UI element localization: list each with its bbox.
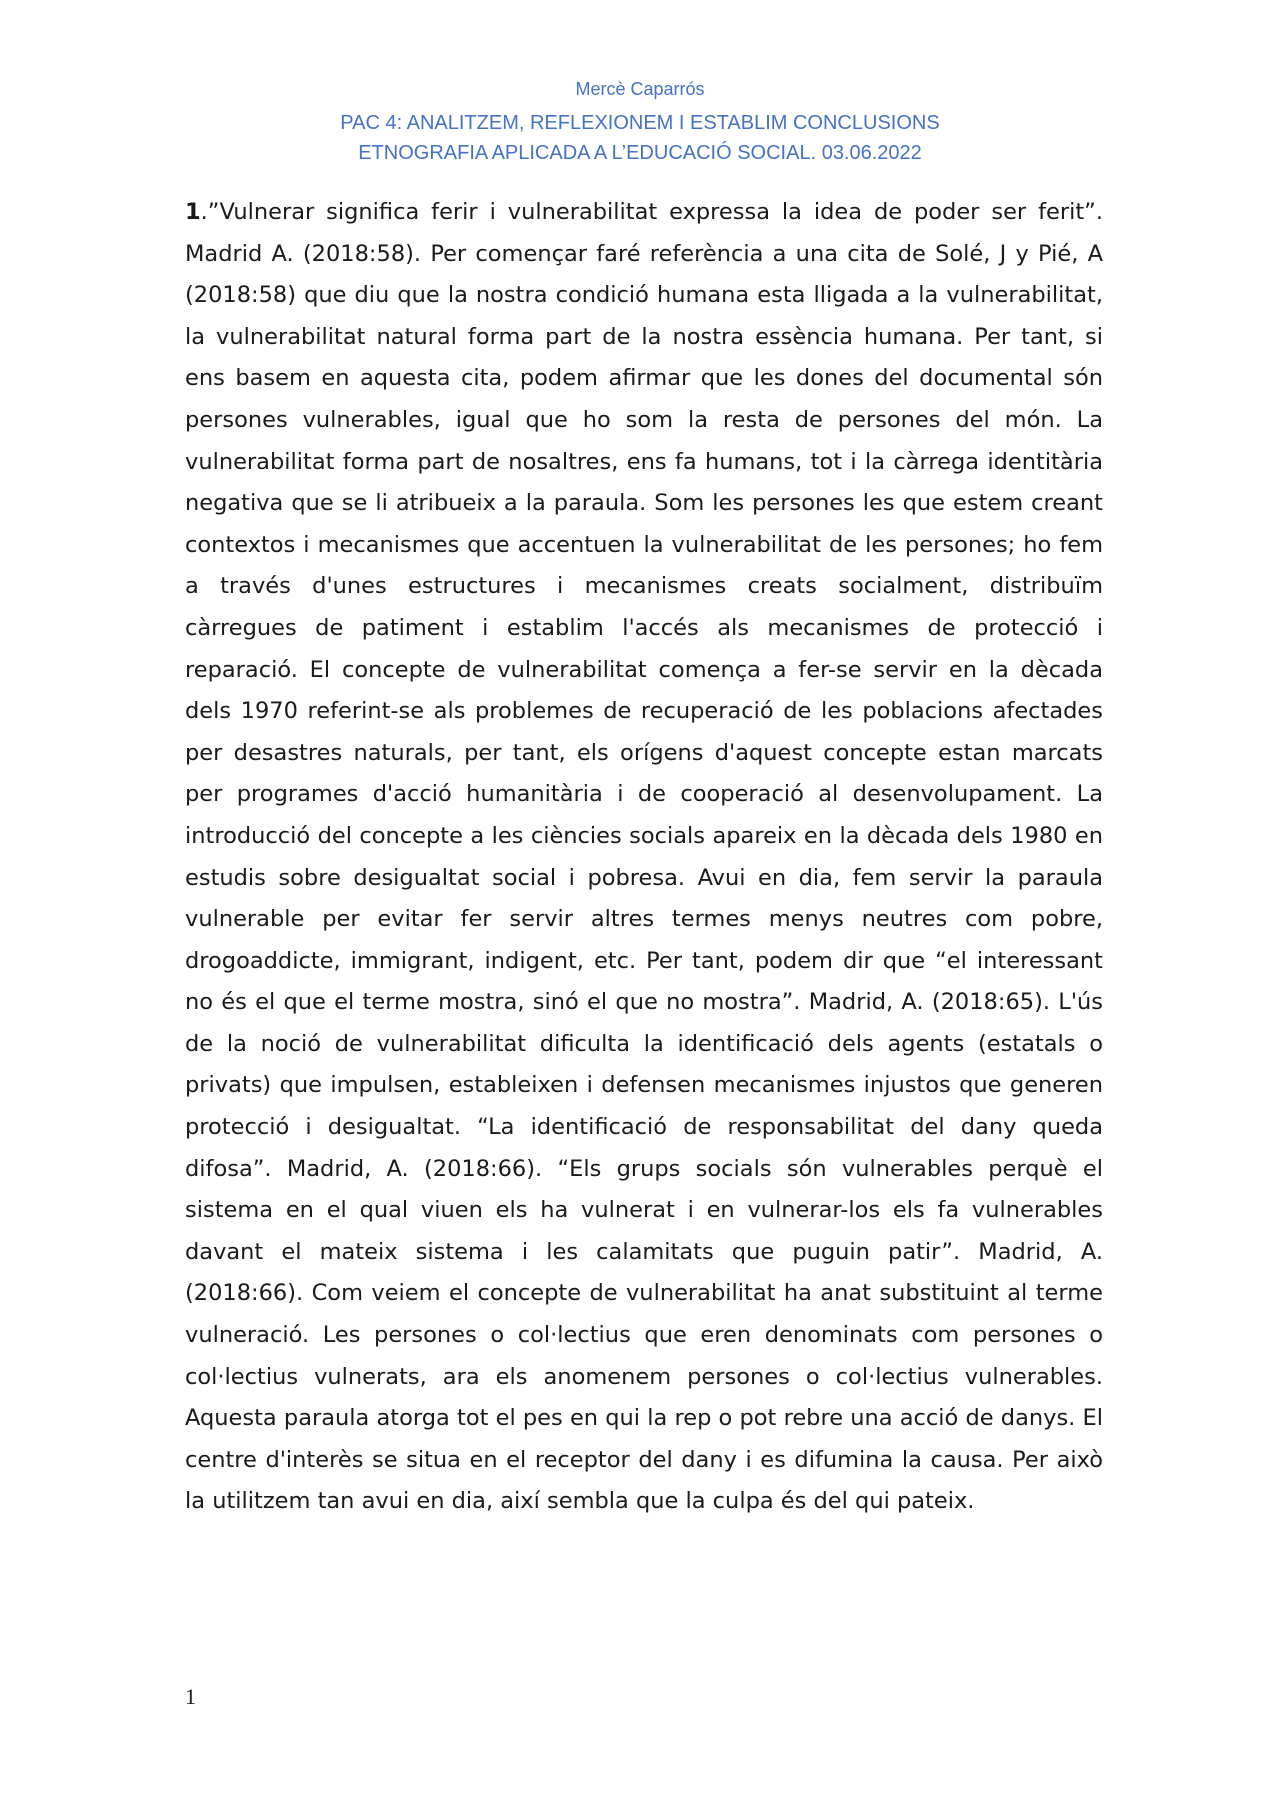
paragraph-text: .”Vulnerar significa ferir i vulnerabilitat expressa la idea de poder ser ferit”. Madrid A. (2018:58). Per començar faré referència a una cita de Solé, J y Pié, A (2018:58) que diu que la nostra condició humana esta lligada a la vulnerabilitat, la vulnerabilitat natural forma part de la nostra essència humana. Per tant, si ens basem en aquesta cita, podem afirmar que les dones del documental són persones vulnerables, igual que ho som la resta de persones del món. La vulnerabilitat forma part de nosaltres, ens fa humans, tot i la càrrega identitària negativa que se li atribueix a la paraula. Som les persones les que estem creant contextos i mecanismes que accentuen la vulnerabilitat de les persones; ho fem a través d'unes estructures i mecanismes creats socialment, distribuïm càrregues de patiment i establim l'accés als mecanismes de protecció i reparació. El concepte de vulnerabilitat comença a fer-se servir en la dècada dels 1970 referint-se als problemes de recuperació de les poblacions afectades per desastres naturals, per tant, els orígens d'aquest concepte estan marcats per programes d'acció humanitària i de cooperació al desenvolupament. La introducció del concepte a les ciències socials apareix en la dècada dels 1980 en estudis sobre desigualtat social i pobresa. Avui en dia, fem servir la paraula vulnerable per evitar fer servir altres termes menys neutres com pobre, drogoaddicte, immigrant, indigent, etc. Per tant, podem dir que “el interessant no és el que el terme mostra, sinó el que no mostra”. Madrid, A. (2018:65). L'ús de la noció de vulnerabilitat dificulta la identificació dels agents (estatals o privats) que impulsen, estableixen i defensen mecanismes injustos que generen protecció i desigualtat. “La identificació de responsabilitat del dany queda difosa”. Madrid, A. (2018:66). “Els grups socials són vulnerables perquè el sistema en el qual viuen els ha vulnerat i en vulnerar-los els fa vulnerables davant el mateix sistema i les calamitats que puguin patir”. Madrid, A. (2018:66). Com veiem el concepte de vulnerabilitat ha anat substituint al terme vulneració. Les persones o col·lectius que eren denominats com persones o col·lectius vulnerats, ara els anomenem persones o col·lectius vulnerables. Aquesta paraula atorga tot el pes en qui la rep o pot rebre una acció de danys. El centre d'interès se situa en el receptor del dany i es difumina la causa. Per això la utilitzem tan avui en dia, així sembla que la culpa és del qui pateix. [185, 199, 1103, 1515]
page-number: 1 [185, 1684, 196, 1709]
header-author: Mercè Caparrós [575, 79, 705, 99]
header-title-line-2: ETNOGRAFIA APLICADA A L’EDUCACIÓ SOCIAL. 03.06.2022 [358, 142, 922, 164]
header-title-line-1: PAC 4: ANALITZEM, REFLEXIONEM I ESTABLIM CONCLUSIONS [340, 112, 940, 134]
page-header [0, 76, 1280, 168]
section-number: 1 [185, 199, 201, 225]
body-paragraph [185, 192, 1103, 1523]
